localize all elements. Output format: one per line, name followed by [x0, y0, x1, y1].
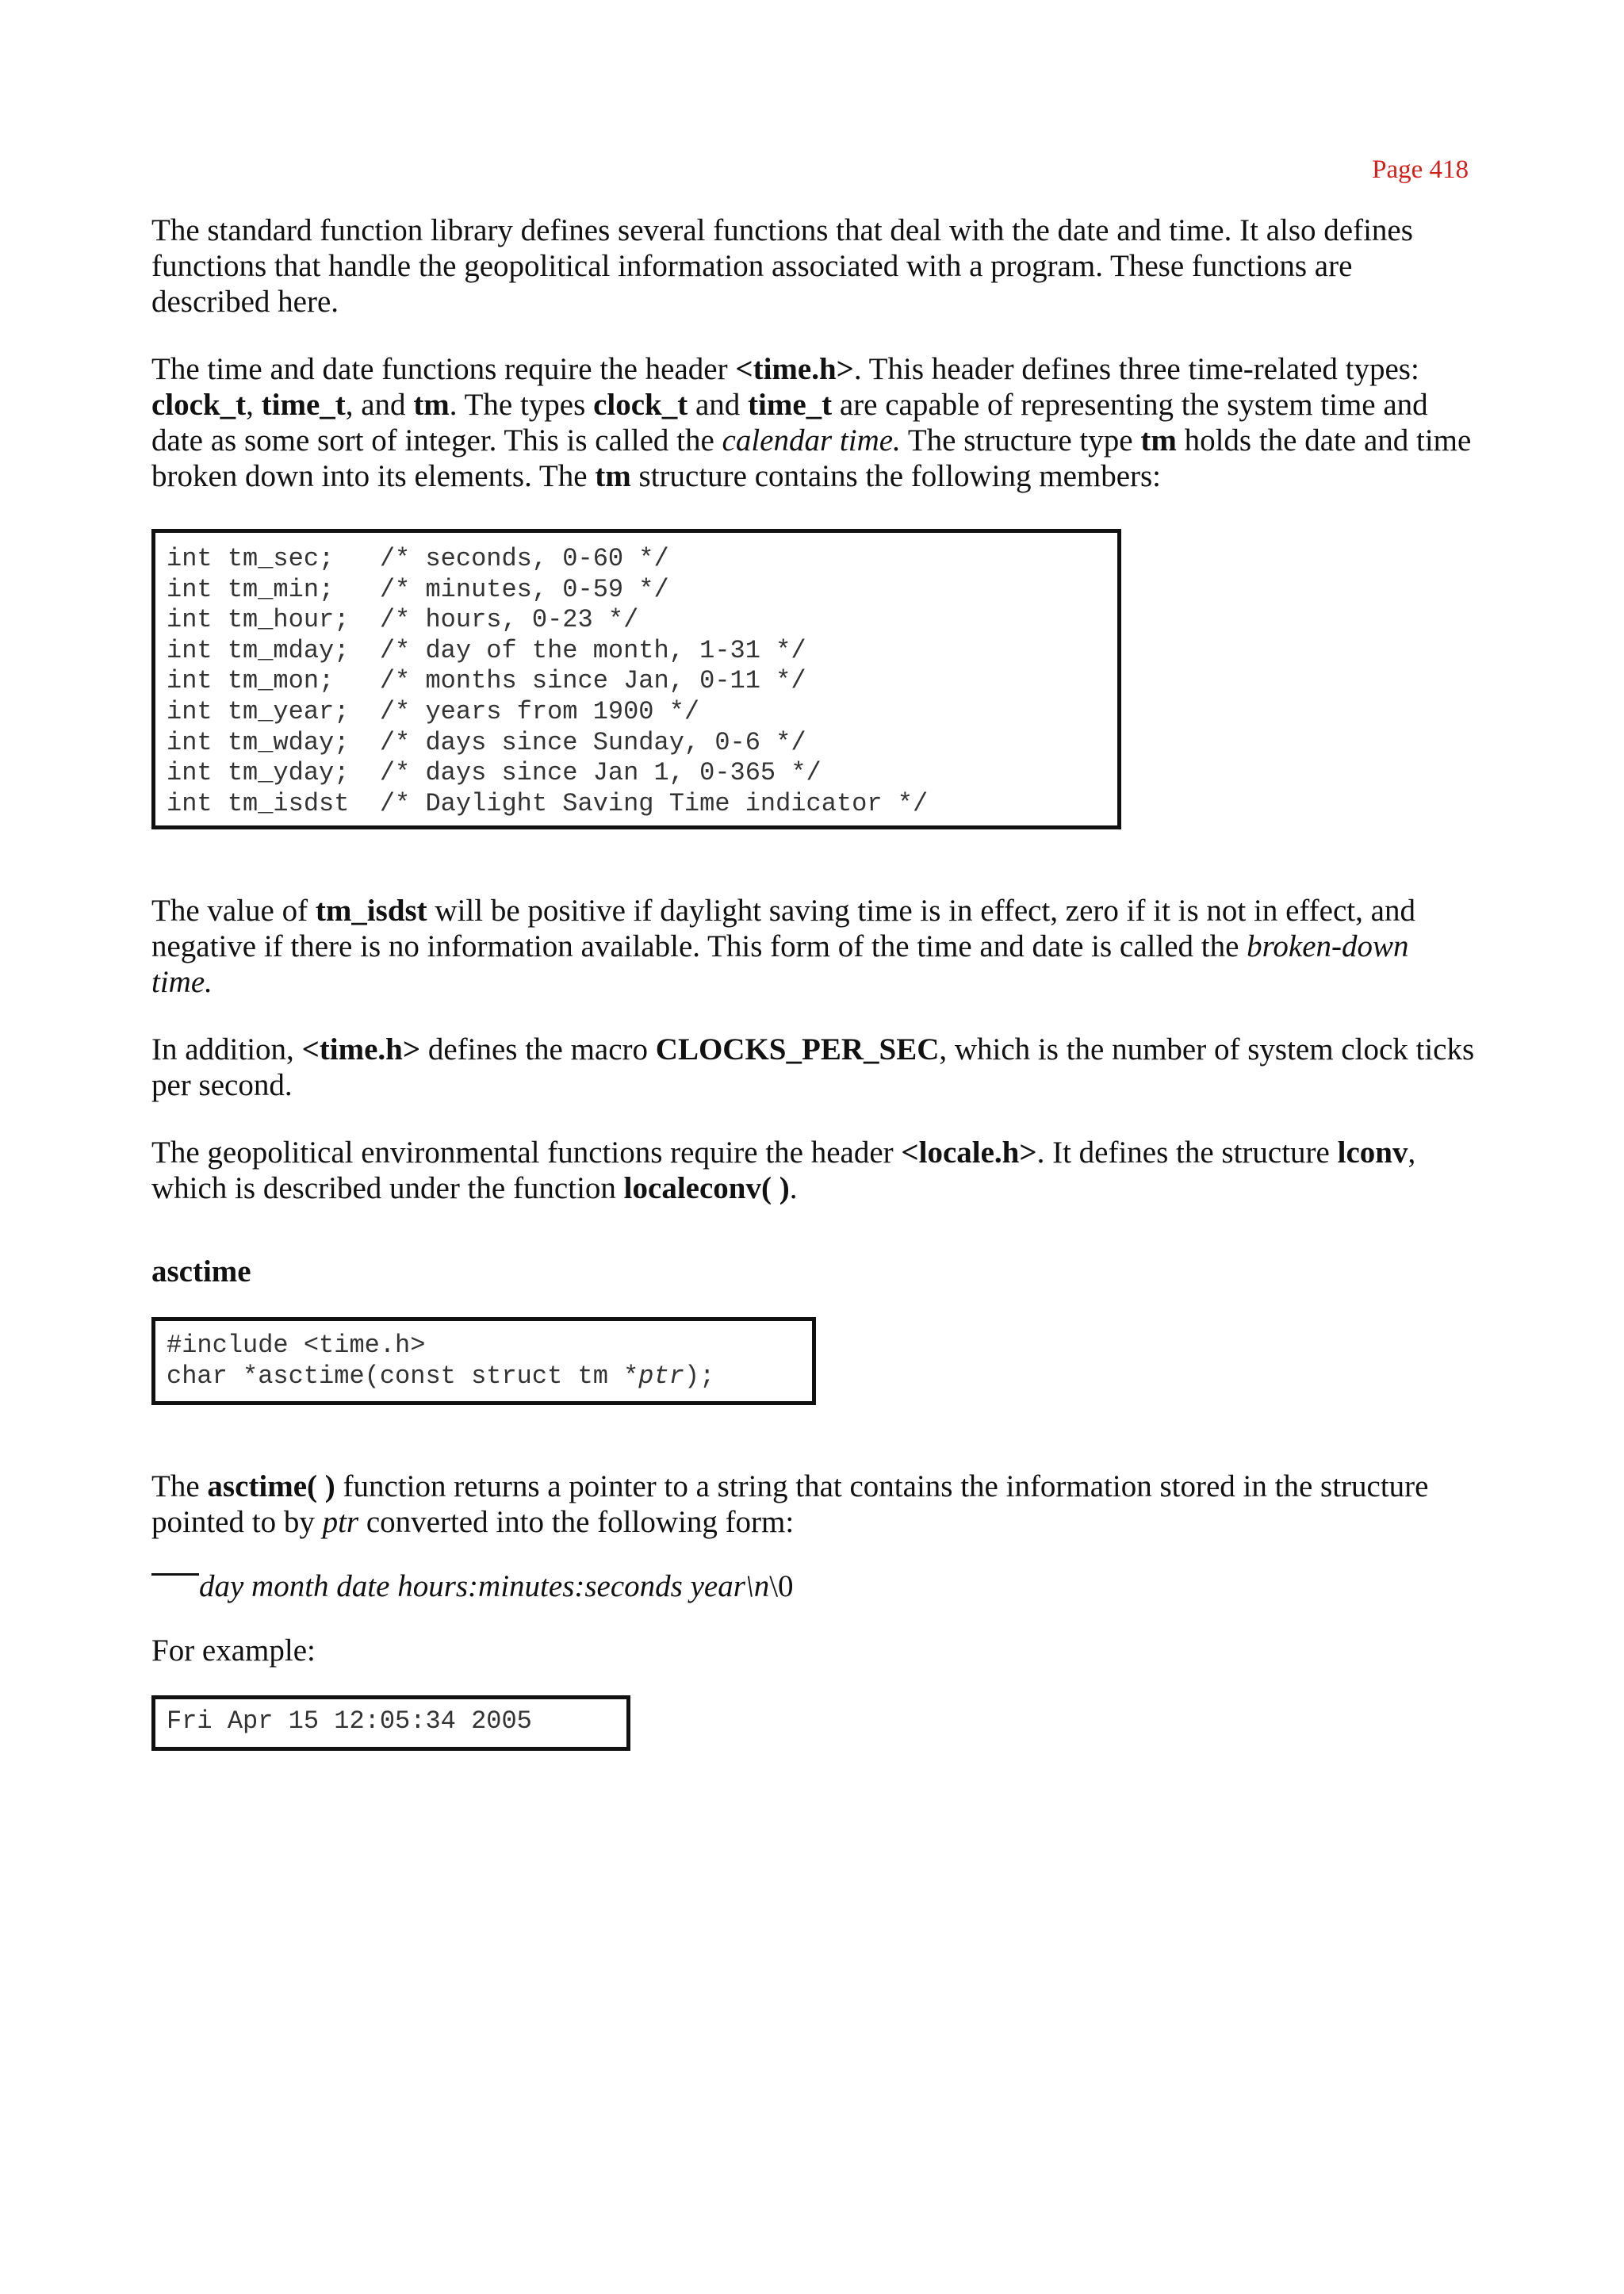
intro-paragraph: The standard function library defines several functions that deal with the date and time. It also defines functions that handle the geopolitical information associated with a program. These functions are described here. [151, 213, 1413, 319]
code-line: #include <time.h> [167, 1331, 426, 1360]
code-line: char *asctime(const struct tm *ptr); [167, 1361, 715, 1391]
broken-down-time-term: broken-down time. [151, 929, 1409, 999]
code-line: int tm_year; /* years from 1900 */ [167, 696, 700, 726]
calendar-time-term: calendar time. [722, 423, 901, 458]
asctime-description: The asctime( ) function returns a pointer to a string that contains the information stored in the structure pointed to by ptr converted into the following form: [151, 1469, 1429, 1539]
code-line: int tm_sec; /* seconds, 0-60 */ [167, 544, 669, 573]
asctime-format-line: day month date hours:minutes:seconds year\n\0 [151, 1568, 1476, 1604]
code-line: int tm_mon; /* months since Jan, 0-11 */ [167, 666, 806, 696]
code-line: int tm_mday; /* day of the month, 1-31 */ [167, 635, 806, 665]
tm-struct-code-block [151, 529, 1121, 829]
format-rule [151, 1573, 199, 1576]
example-label: For example: [151, 1633, 316, 1668]
code-line: int tm_yday; /* days since Jan 1, 0-365 */ [167, 758, 822, 788]
page-content [151, 213, 1476, 1751]
example-output-code-block [151, 1695, 630, 1751]
code-line: int tm_min; /* minutes, 0-59 */ [167, 574, 669, 604]
isdst-paragraph: The value of tm_isdst will be positive if daylight saving time is in effect, zero if it is not in effect, and negative if there is no information available. This form of the time and date is called the broken-down time. [151, 894, 1415, 999]
asctime-prototype-code-block [151, 1317, 816, 1405]
time-header-paragraph: The time and date functions require the header <time.h>. This header defines three time-related types: clock_t, time_t, and tm. The types clock_t and time_t are capable of representing the system time and date as some sort of integer. This is called the calendar time. The structure type tm holds the date and time broken down into its elements. The tm structure contains the following members: [151, 352, 1472, 493]
page-number: Page 418 [1372, 155, 1469, 184]
code-line: int tm_isdst /* Daylight Saving Time indicator */ [167, 788, 929, 818]
code-line: Fri Apr 15 12:05:34 2005 [167, 1706, 532, 1736]
code-line: int tm_hour; /* hours, 0-23 */ [167, 605, 639, 635]
section-heading-asctime: asctime [151, 1254, 251, 1289]
code-line: int tm_wday; /* days since Sunday, 0-6 */ [167, 727, 806, 757]
locale-paragraph: The geopolitical environmental functions require the header <locale.h>. It defines the structure lconv, which is described under the function localeconv( ). [151, 1136, 1416, 1205]
macro-paragraph: In addition, <time.h> defines the macro CLOCKS_PER_SEC, which is the number of system clock ticks per second. [151, 1032, 1475, 1102]
time-header-name: <time.h> [735, 352, 854, 386]
